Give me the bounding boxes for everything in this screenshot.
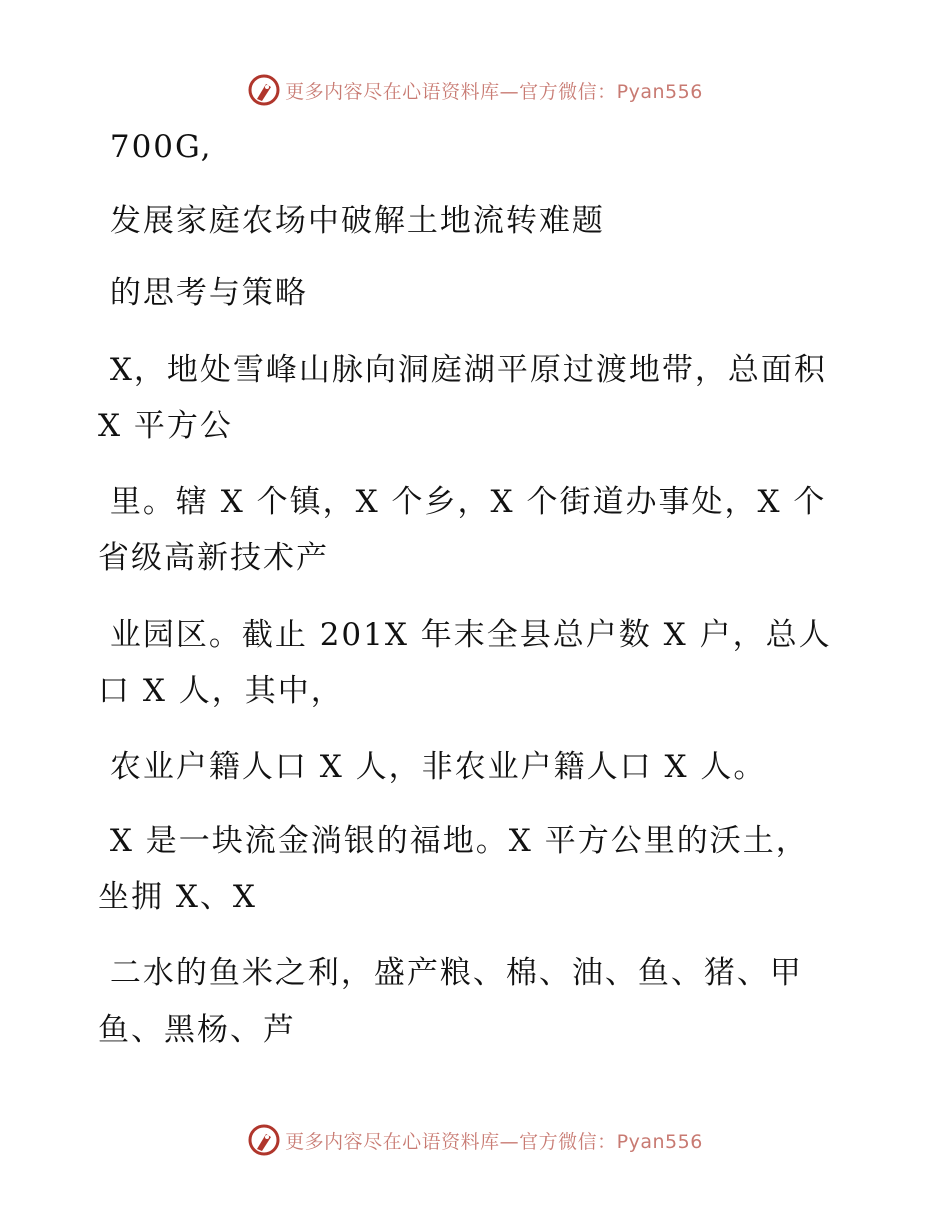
text-line: 里。辖 X 个镇，X 个乡，X 个街道办事处，X 个 bbox=[98, 484, 827, 520]
text-line: 二水的鱼米之利，盛产粮、棉、油、鱼、猪、甲 bbox=[98, 955, 803, 991]
header-banner-text: 更多内容尽在心语资料库—官方微信：Pyan556 bbox=[285, 80, 703, 103]
text-line: 口 X 人，其中， bbox=[98, 673, 344, 709]
text-line: 业园区。截止 201X 年末全县总户数 X 户，总人 bbox=[98, 617, 832, 653]
text-line: X，地处雪峰山脉向洞庭湖平原过渡地带，总面积 bbox=[98, 352, 827, 388]
text-line: 的思考与策略 bbox=[98, 275, 308, 311]
text-line: X 是一块流金淌银的福地。X 平方公里的沃土， bbox=[98, 823, 809, 859]
footer-banner bbox=[0, 1120, 950, 1160]
text-line: 700G, bbox=[98, 129, 213, 165]
footer-banner-text: 更多内容尽在心语资料库—官方微信：Pyan556 bbox=[285, 1130, 703, 1153]
pen-nib-logo-icon bbox=[247, 1123, 281, 1157]
text-line: 省级高新技术产 bbox=[98, 540, 329, 576]
text-line: 坐拥 X、X bbox=[98, 879, 257, 915]
text-line: 农业户籍人口 X 人，非农业户籍人口 X 人。 bbox=[98, 749, 767, 785]
text-line: 发展家庭农场中破解土地流转难题 bbox=[98, 203, 605, 239]
text-line: X 平方公 bbox=[98, 408, 233, 444]
text-line: 鱼、黑杨、芦 bbox=[98, 1012, 296, 1048]
